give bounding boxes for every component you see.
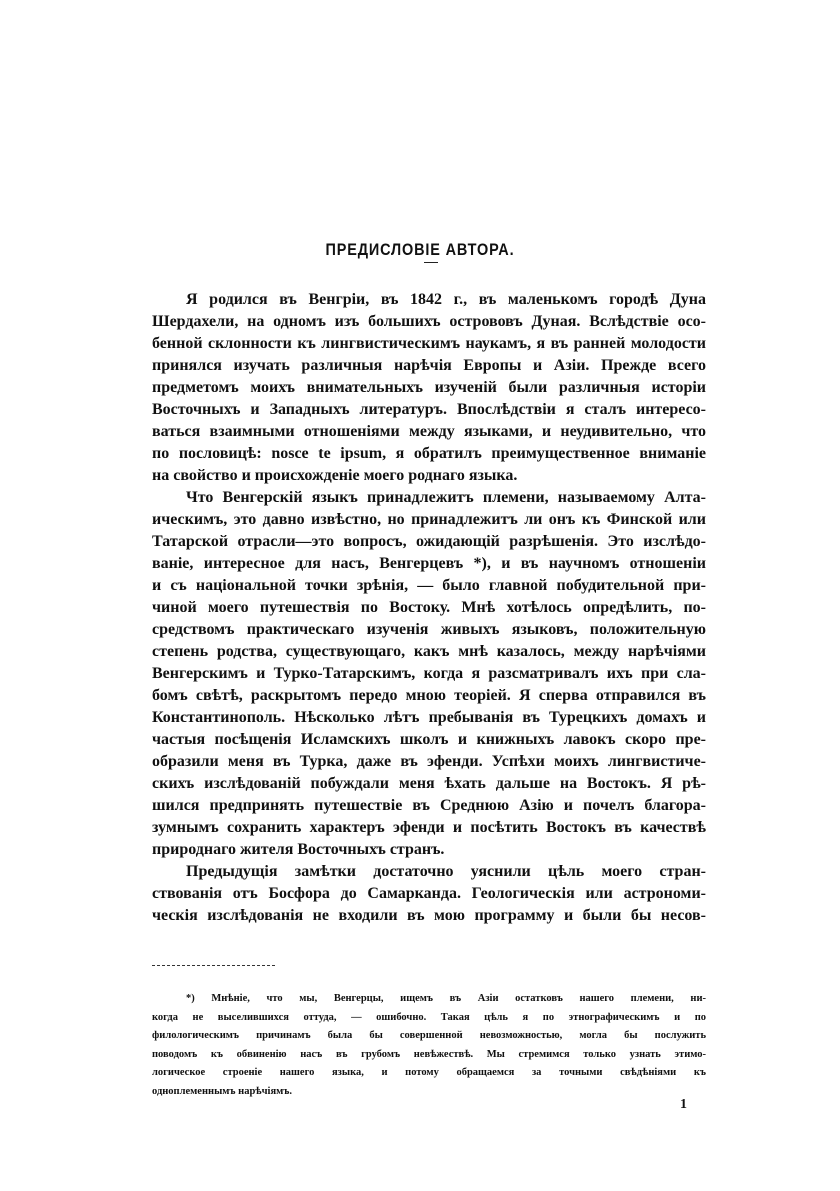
text-line: Шердахели, на одномъ изъ большихъ острововъ Дуная. Вслѣдствіе осо- (152, 313, 706, 330)
text-line: на свойство и происхожденіе моего роднаго языка. (152, 467, 518, 484)
text-line: ваться взаимными отношеніями между языками, и неудивительно, что (152, 423, 706, 440)
text-line: ческія изслѣдованія не входили въ мою программу и были бы несов- (152, 907, 706, 924)
text-line: Восточныхъ и Западныхъ литературъ. Впослѣдствіи я сталъ интересо- (152, 401, 706, 418)
text-line: образили меня въ Турка, даже въ эфенди. Успѣхи моихъ лингвистиче- (152, 753, 706, 770)
text-line: бомъ свѣтѣ, раскрытомъ передо мною теоріей. Я сперва отправился въ (152, 687, 706, 704)
text-line: по пословицѣ: nosce te ipsum, я обратилъ преимущественное вниманіе (152, 445, 706, 462)
page-number: 1 (680, 1097, 687, 1112)
text-line: средствомъ практическаго изученія живыхъ языковъ, положительную (152, 621, 706, 638)
text-line: Венгерскимъ и Турко-Татарскимъ, когда я разсматривалъ ихъ при сла- (152, 665, 706, 682)
text-line: чиной моего путешествія по Востоку. Мнѣ хотѣлось опредѣлить, по- (152, 599, 706, 616)
footnote-line: логическое строеніе нашего языка, и потому обращаемся за точными свѣдѣніями къ (152, 1067, 706, 1078)
text-line: зумнымъ сохранить характеръ эфенди и посѣтить Востокъ въ качествѣ (152, 819, 706, 836)
text-line: Что Венгерскій языкъ принадлежитъ племени, называемому Алта- (186, 489, 706, 506)
paragraph (152, 861, 706, 927)
text-line: ическимъ, это давно извѣстно, но принадлежитъ ли онъ къ Финской или (152, 511, 706, 528)
paragraph (152, 487, 706, 861)
text-line: частыя посѣщенія Исламскихъ школъ и книжныхъ лавокъ скоро пре- (152, 731, 706, 748)
page-title: ПРЕДИСЛОВІЕ АВТОРА. (325, 240, 515, 259)
text-line: Константинополь. Нѣсколько лѣтъ пребыванія въ Турецкихъ домахъ и (152, 709, 706, 726)
text-line: Татарской отрасли—это вопросъ, ожидающій разрѣшенія. Это изслѣдо- (152, 533, 706, 550)
paragraph (152, 289, 706, 487)
title-divider (424, 262, 438, 263)
footnote-line: *) Мнѣніе, что мы, Венгерцы, ищемъ въ Азіи остатковъ нашего племени, ни- (186, 993, 706, 1004)
footnote-line: одноплеменнымъ нарѣчіямъ. (152, 1085, 293, 1097)
text-line: и съ національной точки зрѣнія, — было главной побудительной при- (152, 577, 706, 594)
footnote-line: филологическимъ причинамъ была бы совершенной невозможностью, могла бы послужить (152, 1030, 706, 1041)
footnote-line: поводомъ къ обвиненію насъ въ грубомъ невѣжествѣ. Мы стремимся только узнать этимо- (152, 1048, 706, 1060)
text-line: природнаго жителя Восточныхъ странъ. (152, 841, 445, 858)
text-line: принялся изучать различныя нарѣчія Европы и Азіи. Прежде всего (152, 357, 706, 374)
text-line: ваніе, интересное для насъ, Венгерцевъ *), и въ научномъ отношеніи (152, 555, 706, 572)
footnote-separator (152, 965, 275, 966)
text-line: скихъ изслѣдованій побуждали меня ѣхать дальше на Востокъ. Я рѣ- (152, 775, 706, 792)
body-text (152, 289, 706, 927)
text-line: Предыдущія замѣтки достаточно уяснили цѣль моего стран- (186, 863, 706, 880)
text-line: шился предпринять путешествіе въ Среднюю Азію и почелъ благора- (152, 797, 706, 814)
text-line: предметомъ моихъ внимательныхъ изученій были различныя исторіи (152, 379, 706, 396)
footnote-line: когда не выселившихся оттуда, — ошибочно. Такая цѣль я по этнографическимъ и по (152, 1011, 706, 1023)
text-line: Я родился въ Венгріи, въ 1842 г., въ маленькомъ городѣ Дуна (186, 291, 706, 308)
text-line: бенной склонности къ лингвистическимъ наукамъ, я въ ранней молодости (152, 335, 706, 352)
text-line: ствованія отъ Босфора до Самарканда. Геологическія или астрономи- (152, 885, 706, 902)
text-line: степень родства, существующаго, какъ мнѣ казалось, между нарѣчіями (152, 643, 706, 660)
footnote (152, 990, 706, 1101)
